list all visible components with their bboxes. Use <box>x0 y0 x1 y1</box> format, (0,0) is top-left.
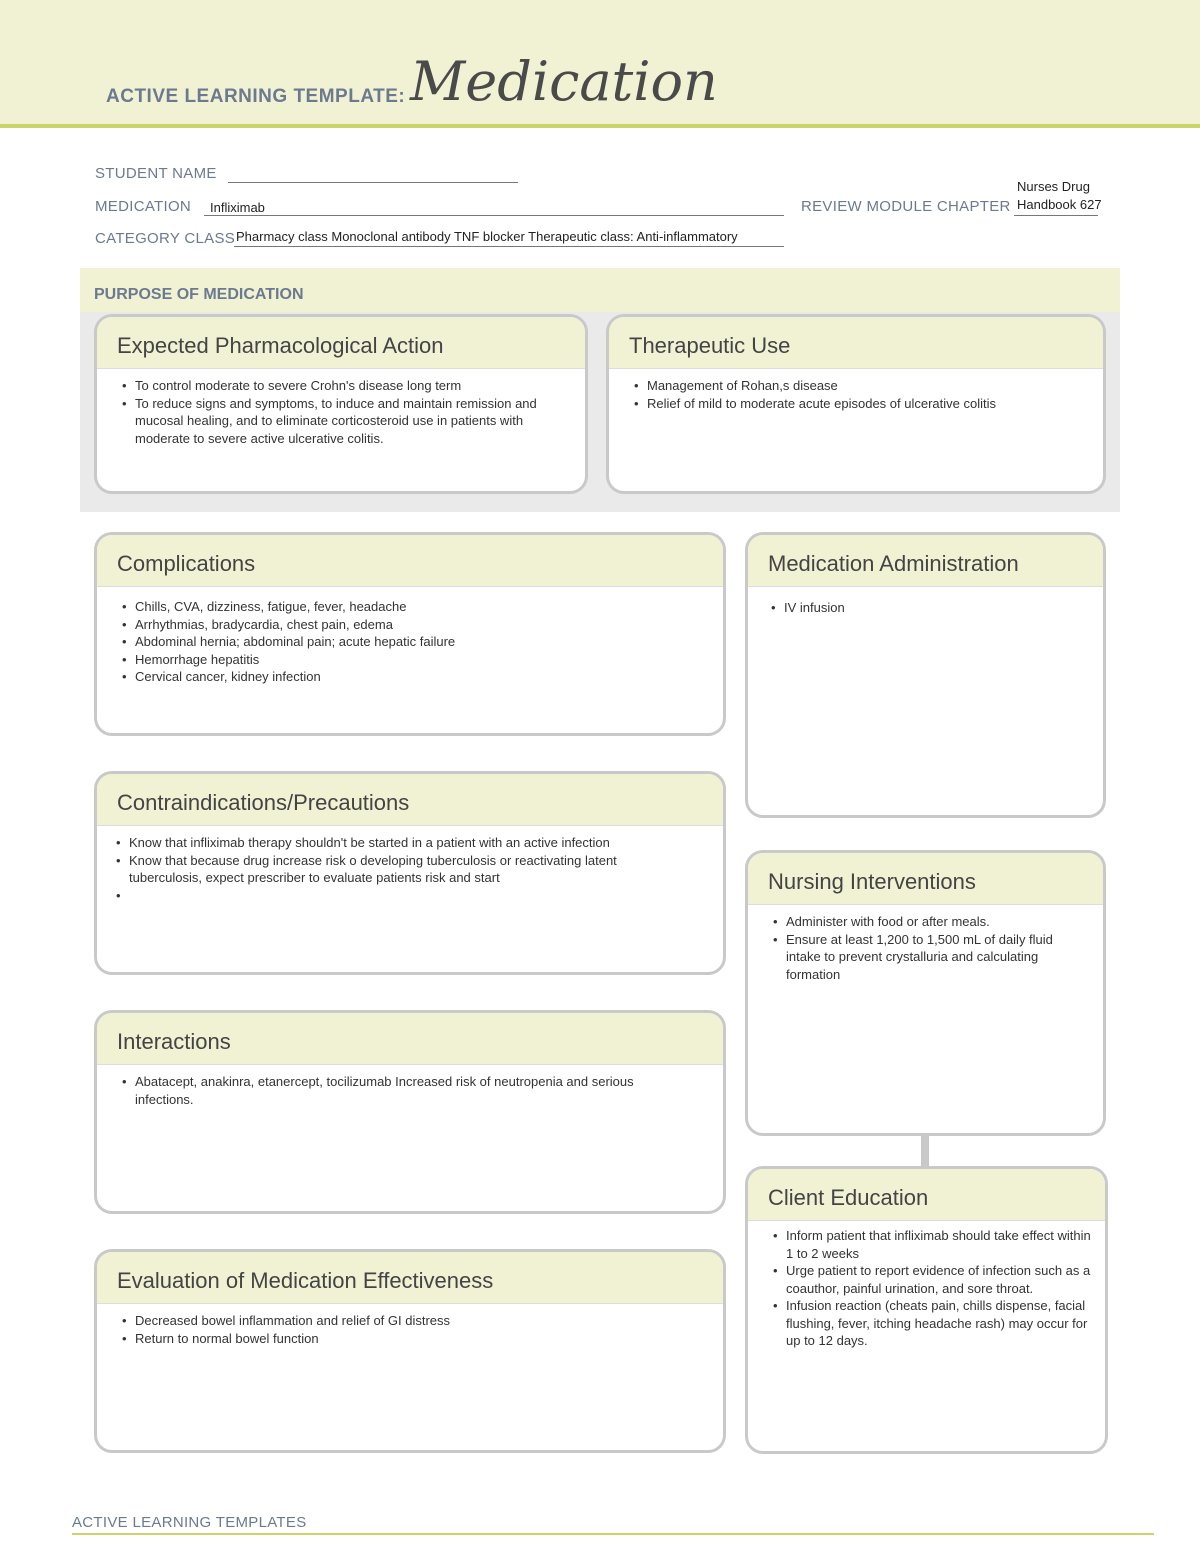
card-connector <box>921 1136 929 1168</box>
complications-card <box>94 532 726 736</box>
administration-card <box>745 532 1106 818</box>
client-education-list <box>772 1227 1095 1350</box>
list-item: • Administer with food or after meals. <box>786 913 1085 931</box>
list-item: • Inform patient that infliximab should take effect within 1 to 2 weeks <box>786 1227 1095 1262</box>
nursing-interventions-card <box>745 850 1106 1136</box>
expected-action-card <box>94 314 588 494</box>
category-class-field[interactable] <box>234 246 784 247</box>
nursing-interventions-list <box>772 913 1085 983</box>
interactions-title: Interactions <box>97 1013 723 1065</box>
expected-action-title: Expected Pharmacological Action <box>97 317 585 369</box>
contraindications-title: Contraindications/Precautions <box>97 774 723 826</box>
list-item: • Management of Rohan,s disease <box>647 377 1079 395</box>
list-item: • Abatacept, anakinra, etanercept, tocilizumab Increased risk of neutropenia and serious infections. <box>135 1073 643 1108</box>
complications-title: Complications <box>97 535 723 587</box>
category-class-label: CATEGORY CLASS <box>95 230 236 247</box>
administration-title: Medication Administration <box>748 535 1103 587</box>
footer-divider <box>72 1533 1154 1535</box>
student-name-field[interactable] <box>228 182 518 183</box>
medication-value: Infliximab <box>210 200 265 215</box>
list-item: • Cervical cancer, kidney infection <box>135 668 699 686</box>
list-item: • Chills, CVA, dizziness, fatigue, fever, headache <box>135 598 699 616</box>
interactions-list <box>121 1073 643 1108</box>
review-module-value-line2: Handbook 627 <box>1017 197 1102 212</box>
list-item: • Relief of mild to moderate acute episodes of ulcerative colitis <box>647 395 1079 413</box>
purpose-title: PURPOSE OF MEDICATION <box>94 286 304 303</box>
list-item: • Arrhythmias, bradycardia, chest pain, edema <box>135 616 699 634</box>
evaluation-card <box>94 1249 726 1453</box>
list-item: • To control moderate to severe Crohn's disease long term <box>135 377 561 395</box>
list-item: • Infusion reaction (cheats pain, chills dispense, facial flushing, fever, itching headache rash) may occur for up to 12 days. <box>786 1297 1095 1350</box>
student-name-label: STUDENT NAME <box>95 165 217 182</box>
client-education-title: Client Education <box>748 1169 1105 1221</box>
list-item: • To reduce signs and symptoms, to induce and maintain remission and mucosal healing, and to eliminate corticosteroid use in patients with moderate to severe active ulcerative colitis. <box>135 395 561 448</box>
list-item: • Ensure at least 1,200 to 1,500 mL of daily fluid intake to prevent crystalluria and calculating formation <box>786 931 1085 984</box>
page-title: Medication <box>410 50 718 113</box>
header-band <box>0 0 1200 128</box>
medication-label: MEDICATION <box>95 198 192 215</box>
therapeutic-use-title: Therapeutic Use <box>609 317 1103 369</box>
list-item: • Decreased bowel inflammation and relief of GI distress <box>135 1312 699 1330</box>
therapeutic-use-list <box>633 377 1079 412</box>
purpose-header <box>80 268 1120 312</box>
list-item: • Abdominal hernia; abdominal pain; acute hepatic failure <box>135 633 699 651</box>
contraindications-card <box>94 771 726 975</box>
list-item: • Urge patient to report evidence of infection such as a coauthor, painful urination, and sore throat. <box>786 1262 1095 1297</box>
list-item: • Hemorrhage hepatitis <box>135 651 699 669</box>
evaluation-list <box>121 1312 699 1347</box>
list-item: • Know that because drug increase risk o developing tuberculosis or reactivating latent tuberculosis, expect prescriber to evaluate patients risk and start <box>129 852 683 887</box>
category-class-value: Pharmacy class Monoclonal antibody TNF blocker Therapeutic class: Anti-inflammatory <box>236 229 738 244</box>
review-module-field[interactable] <box>1014 215 1098 216</box>
complications-list <box>121 598 699 686</box>
template-prefix: ACTIVE LEARNING TEMPLATE: <box>106 86 406 107</box>
list-item: • IV infusion <box>784 599 1079 617</box>
contraindications-list <box>115 834 683 904</box>
therapeutic-use-card <box>606 314 1106 494</box>
evaluation-title: Evaluation of Medication Effectiveness <box>97 1252 723 1304</box>
list-item: • Know that infliximab therapy shouldn't be started in a patient with an active infection <box>129 834 683 852</box>
list-item <box>129 887 683 904</box>
nursing-interventions-title: Nursing Interventions <box>748 853 1103 905</box>
client-education-card <box>745 1166 1108 1454</box>
footer-text: ACTIVE LEARNING TEMPLATES <box>72 1514 307 1531</box>
review-module-label: REVIEW MODULE CHAPTER <box>801 198 1011 215</box>
administration-list <box>770 599 1079 617</box>
review-module-value-line1: Nurses Drug <box>1017 179 1090 194</box>
expected-action-list <box>121 377 561 447</box>
medication-field[interactable] <box>204 215 784 216</box>
interactions-card <box>94 1010 726 1214</box>
list-item: • Return to normal bowel function <box>135 1330 699 1348</box>
